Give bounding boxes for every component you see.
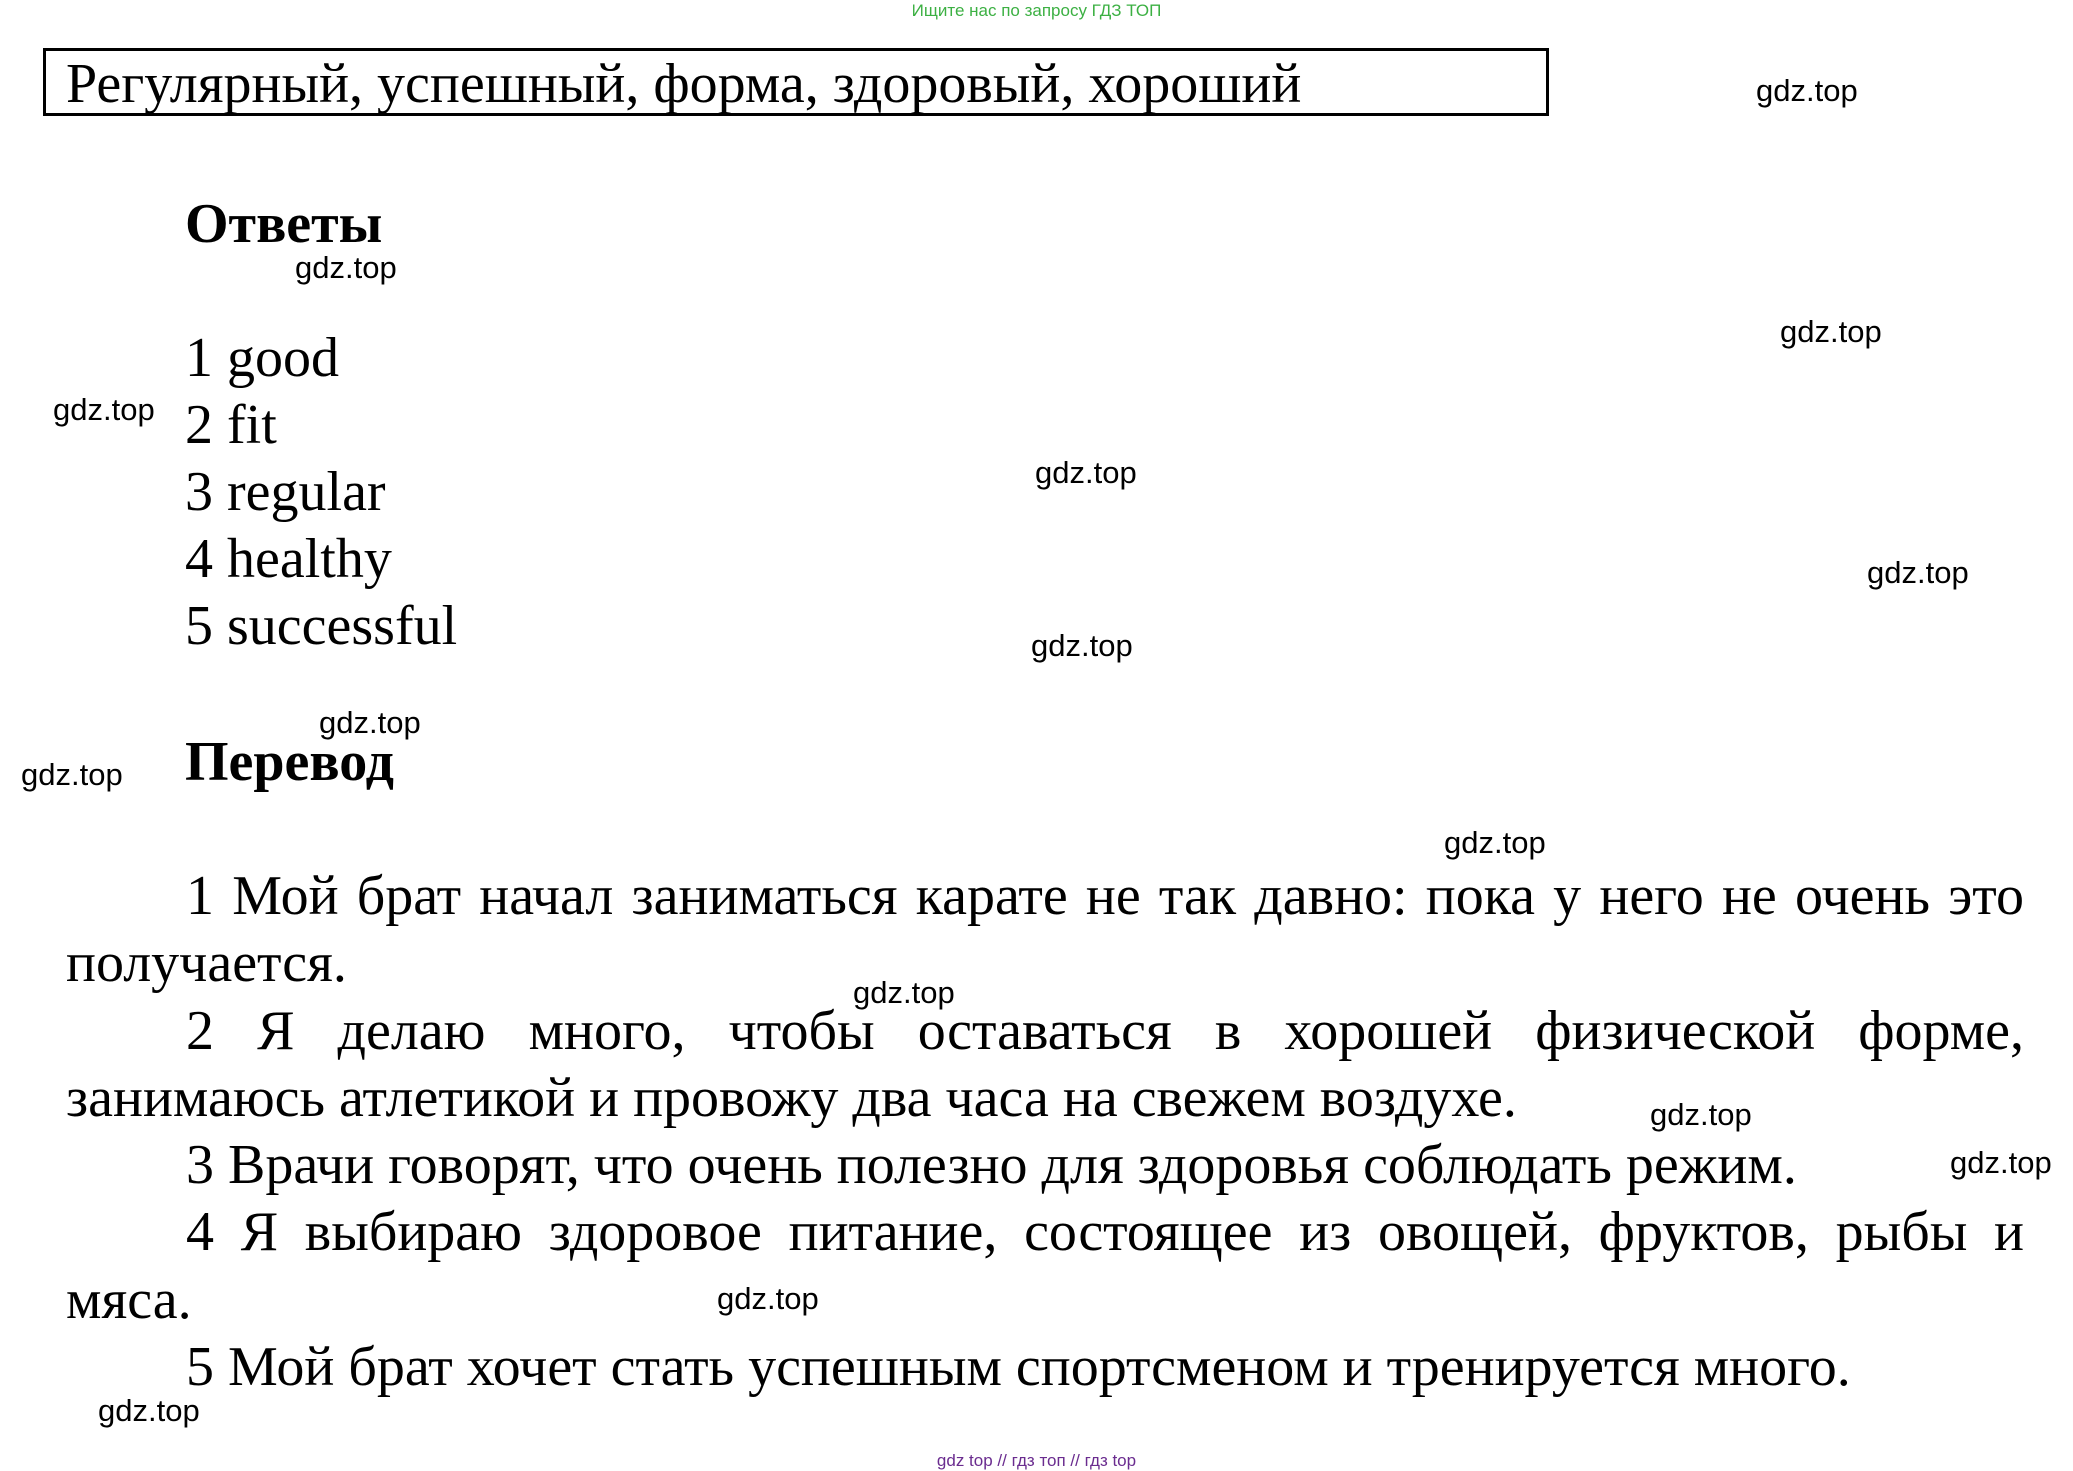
answer-item: 5 successful	[185, 595, 458, 657]
watermark: gdz.top	[1650, 1097, 1752, 1132]
watermark: gdz.top	[21, 757, 123, 792]
watermark: gdz.top	[1756, 73, 1858, 108]
answer-item: 3 regular	[185, 461, 386, 523]
watermark: gdz.top	[1031, 628, 1133, 663]
answer-item: 1 good	[185, 327, 339, 389]
translation-item: 2 Я делаю много, чтобы оставаться в хорошей физической форме, занимаюсь атлетикой и провожу два часа на свежем воздухе.	[66, 999, 2024, 1129]
translation-item: 3 Врачи говорят, что очень полезно для здоровья соблюдать режим.	[186, 1134, 1797, 1197]
translation-item: 1 Мой брат начал заниматься карате не так давно: пока у него не очень это получается.	[66, 865, 2024, 995]
answers-heading: Ответы	[185, 193, 383, 255]
watermark: gdz.top	[717, 1281, 819, 1316]
translation-item: 4 Я выбираю здоровое питание, состоящее из овощей, фруктов, рыбы и мяса.	[66, 1201, 2024, 1331]
watermark: gdz.top	[295, 250, 397, 285]
bottom-bar: gdz top // гдз топ // гдз top	[936, 1451, 1137, 1470]
word-box-text: Регулярный, успешный, форма, здоровый, хороший	[66, 53, 1302, 115]
watermark: gdz.top	[1867, 555, 1969, 590]
watermark: gdz.top	[1950, 1145, 2052, 1180]
answers-list	[185, 325, 457, 660]
watermark: gdz.top	[1780, 314, 1882, 349]
watermark: gdz.top	[1444, 825, 1546, 860]
top-banner: Ищите нас по запросу ГДЗ ТОП	[911, 1, 1162, 20]
watermark: gdz.top	[53, 392, 155, 427]
translation-item: 5 Мой брат хочет стать успешным спортсменом и тренируется много.	[186, 1336, 1851, 1399]
watermark: gdz.top	[319, 705, 421, 740]
answer-item: 2 fit	[185, 394, 277, 456]
watermark: gdz.top	[98, 1393, 200, 1428]
answer-item: 4 healthy	[185, 528, 392, 590]
word-box	[43, 48, 1549, 116]
watermark: gdz.top	[853, 975, 955, 1010]
translation-heading: Перевод	[185, 731, 394, 793]
watermark: gdz.top	[1035, 455, 1137, 490]
